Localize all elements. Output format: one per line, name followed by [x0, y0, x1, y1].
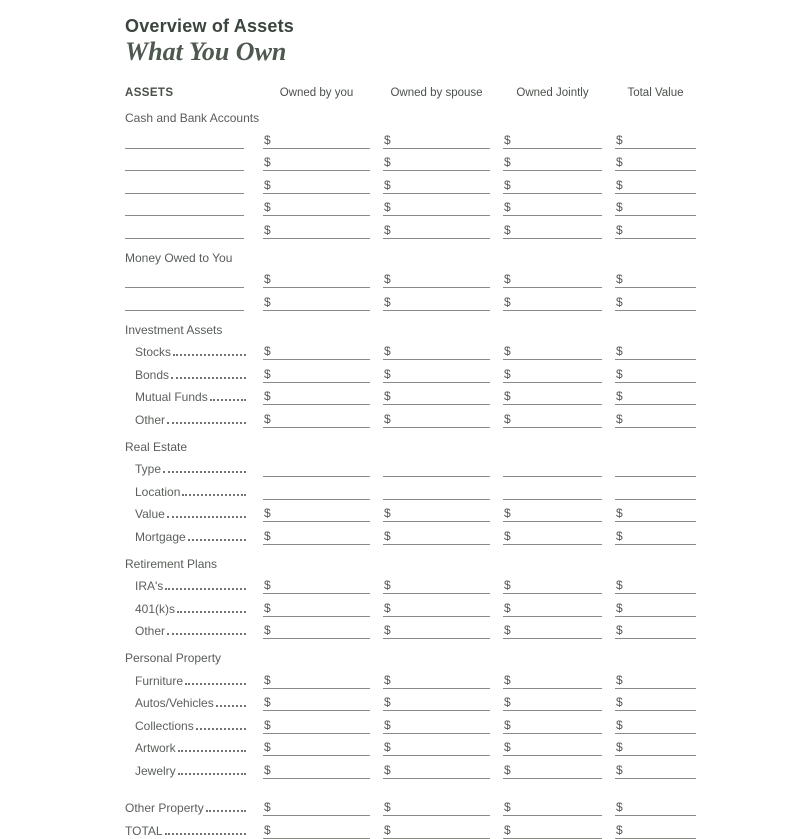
row-label-cell — [125, 719, 250, 734]
amount-field[interactable] — [263, 506, 370, 522]
blank-item-name-field[interactable] — [125, 147, 244, 149]
row-label-cell — [125, 741, 250, 756]
dotted-leader — [196, 728, 246, 730]
row-label-cell — [125, 696, 250, 711]
text-field[interactable] — [263, 498, 370, 500]
amount-field[interactable] — [383, 295, 490, 311]
amount-field[interactable] — [263, 673, 370, 689]
section-title: Real Estate — [125, 439, 188, 454]
form-row — [125, 383, 696, 406]
dollar-sign: $ — [384, 822, 391, 837]
amount-field[interactable] — [263, 155, 370, 171]
amount-field[interactable] — [383, 578, 490, 594]
dotted-leader — [177, 611, 246, 613]
dollar-sign: $ — [384, 177, 391, 192]
amount-field[interactable] — [615, 529, 696, 545]
table-header-row — [125, 87, 696, 99]
dollar-sign: $ — [616, 717, 623, 732]
amount-field[interactable] — [383, 344, 490, 360]
dollar-sign: $ — [264, 672, 271, 687]
dollar-sign: $ — [616, 200, 623, 215]
page-subtitle: What You Own — [125, 36, 287, 66]
amount-field[interactable] — [615, 800, 696, 816]
column-header-owned-by-you: Owned by you — [279, 87, 354, 100]
form-row — [125, 816, 696, 839]
row-label: Jewelry — [135, 763, 176, 778]
dollar-sign: $ — [504, 762, 511, 777]
blank-item-name-field[interactable] — [125, 169, 244, 171]
amount-field[interactable] — [503, 506, 602, 522]
amount-field[interactable] — [503, 718, 602, 734]
dollar-sign: $ — [616, 600, 623, 615]
amount-field[interactable] — [615, 272, 696, 288]
form-row — [125, 360, 696, 383]
dollar-sign: $ — [616, 132, 623, 147]
amount-field[interactable] — [383, 155, 490, 171]
dollar-sign: $ — [616, 177, 623, 192]
dollar-sign: $ — [504, 366, 511, 381]
amount-field[interactable] — [503, 178, 602, 194]
row-label: Value — [135, 507, 165, 522]
amount-field[interactable] — [383, 800, 490, 816]
amount-field[interactable] — [503, 272, 602, 288]
text-field[interactable] — [615, 498, 696, 500]
amount-field[interactable] — [615, 740, 696, 756]
dollar-sign: $ — [504, 294, 511, 309]
amount-field[interactable] — [263, 695, 370, 711]
amount-field[interactable] — [503, 223, 602, 239]
dollar-sign: $ — [504, 695, 511, 710]
dollar-sign: $ — [384, 800, 391, 815]
dollar-sign: $ — [616, 366, 623, 381]
blank-item-name-field[interactable] — [125, 286, 244, 288]
row-label-cell — [125, 801, 250, 816]
dollar-sign: $ — [616, 578, 623, 593]
blank-item-name-field[interactable] — [125, 192, 244, 194]
dotted-leader — [167, 633, 246, 635]
section-title: Personal Property — [125, 651, 222, 666]
dollar-sign: $ — [616, 800, 623, 815]
row-label-cell — [125, 462, 250, 477]
amount-field[interactable] — [615, 673, 696, 689]
dollar-sign: $ — [384, 294, 391, 309]
row-label-cell — [125, 602, 250, 617]
dollar-sign: $ — [384, 344, 391, 359]
dollar-sign: $ — [504, 344, 511, 359]
dollar-sign: $ — [264, 177, 271, 192]
amount-field[interactable] — [615, 200, 696, 216]
amount-field[interactable] — [383, 623, 490, 639]
row-label-cell — [125, 624, 250, 639]
dollar-sign: $ — [384, 623, 391, 638]
form-row — [125, 617, 696, 640]
amount-field[interactable] — [263, 178, 370, 194]
dollar-sign: $ — [616, 623, 623, 638]
row-label-cell — [125, 579, 250, 594]
blank-item-name-field[interactable] — [125, 214, 244, 216]
row-label: Furniture — [135, 673, 184, 688]
row-label-cell — [125, 674, 250, 689]
dollar-sign: $ — [384, 366, 391, 381]
amount-field[interactable] — [383, 529, 490, 545]
dotted-leader — [188, 539, 246, 541]
dollar-sign: $ — [504, 200, 511, 215]
amount-field[interactable] — [503, 529, 602, 545]
text-field[interactable] — [503, 475, 602, 477]
row-label-cell — [125, 764, 250, 779]
dollar-sign: $ — [504, 272, 511, 287]
amount-field[interactable] — [263, 763, 370, 779]
form-row — [125, 522, 696, 545]
row-label-cell — [125, 485, 250, 500]
dollar-sign: $ — [504, 132, 511, 147]
amount-field[interactable] — [383, 673, 490, 689]
amount-field[interactable] — [383, 178, 490, 194]
text-field[interactable] — [263, 475, 370, 477]
amount-field[interactable] — [503, 800, 602, 816]
column-header-owned-jointly: Owned Jointly — [516, 87, 589, 100]
amount-field[interactable] — [383, 367, 490, 383]
amount-field[interactable] — [615, 718, 696, 734]
form-row — [125, 666, 696, 689]
dollar-sign: $ — [504, 155, 511, 170]
amount-field[interactable] — [383, 718, 490, 734]
dollar-sign: $ — [504, 411, 511, 426]
amount-field[interactable] — [503, 367, 602, 383]
amount-field[interactable] — [615, 133, 696, 149]
amount-field[interactable] — [263, 344, 370, 360]
form-row — [125, 288, 696, 311]
amount-field[interactable] — [383, 200, 490, 216]
row-label: Bonds — [135, 367, 170, 382]
form-row — [125, 572, 696, 595]
amount-field[interactable] — [383, 601, 490, 617]
dollar-sign: $ — [384, 578, 391, 593]
row-label: IRA's — [135, 579, 164, 594]
amount-field[interactable] — [263, 623, 370, 639]
page-title: Overview of Assets — [125, 16, 295, 36]
dollar-sign: $ — [384, 506, 391, 521]
text-field[interactable] — [383, 498, 490, 500]
row-label: Type — [135, 462, 162, 477]
dollar-sign: $ — [504, 740, 511, 755]
form-row — [125, 794, 696, 817]
row-label: TOTAL — [125, 823, 163, 838]
dollar-sign: $ — [264, 800, 271, 815]
amount-field[interactable] — [615, 823, 696, 839]
form-row — [125, 689, 696, 712]
dollar-sign: $ — [384, 672, 391, 687]
row-label: Other — [135, 624, 166, 639]
dollar-sign: $ — [616, 272, 623, 287]
amount-field[interactable] — [263, 718, 370, 734]
dotted-leader — [206, 810, 246, 812]
dotted-leader — [167, 422, 246, 424]
dollar-sign: $ — [264, 695, 271, 710]
column-header-total-value: Total Value — [627, 87, 684, 100]
amount-field[interactable] — [503, 295, 602, 311]
dotted-leader — [165, 588, 246, 590]
dollar-sign: $ — [264, 200, 271, 215]
amount-field[interactable] — [615, 223, 696, 239]
dollar-sign: $ — [504, 222, 511, 237]
amount-field[interactable] — [615, 367, 696, 383]
row-label-cell — [125, 390, 250, 405]
dollar-sign: $ — [264, 822, 271, 837]
form-row — [125, 756, 696, 779]
dollar-sign: $ — [384, 222, 391, 237]
amount-field[interactable] — [263, 601, 370, 617]
dollar-sign: $ — [616, 528, 623, 543]
dollar-sign: $ — [616, 155, 623, 170]
amount-field[interactable] — [383, 763, 490, 779]
section-title: Money Owed to You — [125, 250, 233, 265]
dollar-sign: $ — [384, 132, 391, 147]
dollar-sign: $ — [616, 294, 623, 309]
dollar-sign: $ — [384, 528, 391, 543]
dollar-sign: $ — [504, 506, 511, 521]
amount-field[interactable] — [263, 295, 370, 311]
dollar-sign: $ — [264, 762, 271, 777]
row-label: Autos/Vehicles — [135, 696, 214, 711]
amount-field[interactable] — [615, 506, 696, 522]
form-row — [125, 338, 696, 361]
dollar-sign: $ — [616, 344, 623, 359]
amount-field[interactable] — [503, 623, 602, 639]
dollar-sign: $ — [504, 717, 511, 732]
amount-field[interactable] — [263, 223, 370, 239]
form-row — [125, 594, 696, 617]
dollar-sign: $ — [616, 762, 623, 777]
amount-field[interactable] — [503, 133, 602, 149]
row-label: Stocks — [135, 345, 172, 360]
amount-field[interactable] — [383, 823, 490, 839]
amount-field[interactable] — [615, 389, 696, 405]
text-field[interactable] — [383, 475, 490, 477]
dotted-leader — [216, 705, 246, 707]
assets-column-header: ASSETS — [125, 87, 174, 100]
amount-field[interactable] — [503, 155, 602, 171]
form-row — [125, 711, 696, 734]
amount-field[interactable] — [383, 133, 490, 149]
dollar-sign: $ — [384, 762, 391, 777]
amount-field[interactable] — [383, 223, 490, 239]
dollar-sign: $ — [264, 717, 271, 732]
dollar-sign: $ — [504, 578, 511, 593]
form-row — [125, 149, 696, 172]
dollar-sign: $ — [616, 822, 623, 837]
row-label: Location — [135, 484, 181, 499]
dollar-sign: $ — [384, 695, 391, 710]
dollar-sign: $ — [384, 717, 391, 732]
dotted-leader — [173, 354, 246, 356]
row-label: Other — [135, 412, 166, 427]
dollar-sign: $ — [384, 740, 391, 755]
dollar-sign: $ — [264, 155, 271, 170]
dollar-sign: $ — [504, 389, 511, 404]
section-title: Investment Assets — [125, 322, 223, 337]
form-row — [125, 216, 696, 239]
amount-field[interactable] — [263, 578, 370, 594]
dollar-sign: $ — [504, 528, 511, 543]
dollar-sign: $ — [504, 600, 511, 615]
row-label: Collections — [135, 718, 194, 733]
dollar-sign: $ — [384, 411, 391, 426]
dollar-sign: $ — [504, 623, 511, 638]
amount-field[interactable] — [383, 740, 490, 756]
row-label: Mutual Funds — [135, 390, 208, 405]
amount-field[interactable] — [263, 389, 370, 405]
dollar-sign: $ — [384, 389, 391, 404]
amount-field[interactable] — [615, 344, 696, 360]
dollar-sign: $ — [384, 600, 391, 615]
row-label-cell — [125, 507, 250, 522]
dollar-sign: $ — [616, 672, 623, 687]
row-label-cell — [125, 368, 250, 383]
amount-field[interactable] — [383, 412, 490, 428]
row-label: 401(k)s — [135, 601, 176, 616]
amount-field[interactable] — [263, 800, 370, 816]
amount-field[interactable] — [503, 601, 602, 617]
amount-field[interactable] — [263, 740, 370, 756]
amount-field[interactable] — [503, 823, 602, 839]
amount-field[interactable] — [615, 578, 696, 594]
blank-item-name-field[interactable] — [125, 237, 244, 239]
dollar-sign: $ — [264, 506, 271, 521]
dollar-sign: $ — [504, 822, 511, 837]
dollar-sign: $ — [264, 272, 271, 287]
dotted-leader — [171, 377, 246, 379]
dollar-sign: $ — [264, 132, 271, 147]
form-row — [125, 266, 696, 289]
dollar-sign: $ — [504, 800, 511, 815]
amount-field[interactable] — [503, 200, 602, 216]
dollar-sign: $ — [264, 411, 271, 426]
form-row — [125, 477, 696, 500]
dotted-leader — [165, 833, 246, 835]
amount-field[interactable] — [615, 412, 696, 428]
row-label: Mortgage — [135, 529, 186, 544]
amount-field[interactable] — [615, 623, 696, 639]
dollar-sign: $ — [384, 272, 391, 287]
amount-field[interactable] — [383, 695, 490, 711]
dollar-sign: $ — [264, 623, 271, 638]
dollar-sign: $ — [384, 200, 391, 215]
dollar-sign: $ — [264, 578, 271, 593]
amount-field[interactable] — [503, 740, 602, 756]
amount-field[interactable] — [263, 200, 370, 216]
amount-field[interactable] — [263, 412, 370, 428]
dollar-sign: $ — [264, 344, 271, 359]
form-rows — [125, 111, 800, 839]
dollar-sign: $ — [264, 740, 271, 755]
dollar-sign: $ — [384, 155, 391, 170]
dollar-sign: $ — [616, 411, 623, 426]
dollar-sign: $ — [264, 389, 271, 404]
amount-field[interactable] — [383, 389, 490, 405]
amount-field[interactable] — [615, 295, 696, 311]
section-title: Cash and Bank Accounts — [125, 111, 260, 126]
amount-field[interactable] — [383, 272, 490, 288]
dollar-sign: $ — [264, 366, 271, 381]
amount-field[interactable] — [263, 133, 370, 149]
row-label-cell — [125, 824, 250, 839]
amount-field[interactable] — [615, 695, 696, 711]
amount-field[interactable] — [503, 695, 602, 711]
form-row — [125, 194, 696, 217]
amount-field[interactable] — [263, 823, 370, 839]
form-row — [125, 734, 696, 757]
amount-field[interactable] — [503, 412, 602, 428]
row-label-cell — [125, 345, 250, 360]
dotted-leader — [210, 399, 246, 401]
amount-field[interactable] — [615, 763, 696, 779]
text-field[interactable] — [615, 475, 696, 477]
dotted-leader — [185, 683, 246, 685]
dollar-sign: $ — [616, 222, 623, 237]
amount-field[interactable] — [503, 763, 602, 779]
dollar-sign: $ — [264, 294, 271, 309]
dollar-sign: $ — [264, 222, 271, 237]
amount-field[interactable] — [503, 344, 602, 360]
dollar-sign: $ — [264, 528, 271, 543]
amount-field[interactable] — [503, 673, 602, 689]
dollar-sign: $ — [504, 672, 511, 687]
blank-item-name-field[interactable] — [125, 309, 244, 311]
text-field[interactable] — [503, 498, 602, 500]
dollar-sign: $ — [504, 177, 511, 192]
dotted-leader — [167, 516, 246, 518]
dollar-sign: $ — [616, 506, 623, 521]
form-row — [125, 500, 696, 523]
row-label: Other Property — [125, 801, 204, 816]
row-label: Artwork — [135, 741, 176, 756]
form-row — [125, 455, 696, 478]
dotted-leader — [163, 471, 246, 473]
dollar-sign: $ — [616, 695, 623, 710]
dollar-sign: $ — [264, 600, 271, 615]
dollar-sign: $ — [616, 389, 623, 404]
amount-field[interactable] — [263, 367, 370, 383]
row-label-cell — [125, 530, 250, 545]
amount-field[interactable] — [503, 389, 602, 405]
amount-field[interactable] — [263, 529, 370, 545]
amount-field[interactable] — [615, 155, 696, 171]
form-row — [125, 171, 696, 194]
amount-field[interactable] — [263, 272, 370, 288]
amount-field[interactable] — [615, 601, 696, 617]
form-row — [125, 126, 696, 149]
column-header-owned-by-spouse: Owned by spouse — [390, 87, 483, 100]
amount-field[interactable] — [615, 178, 696, 194]
amount-field[interactable] — [503, 578, 602, 594]
dotted-leader — [178, 773, 246, 775]
dotted-leader — [178, 750, 246, 752]
form-row — [125, 405, 696, 428]
dotted-leader — [182, 494, 246, 496]
amount-field[interactable] — [383, 506, 490, 522]
dollar-sign: $ — [616, 740, 623, 755]
section-title: Retirement Plans — [125, 556, 218, 571]
row-label-cell — [125, 413, 250, 428]
